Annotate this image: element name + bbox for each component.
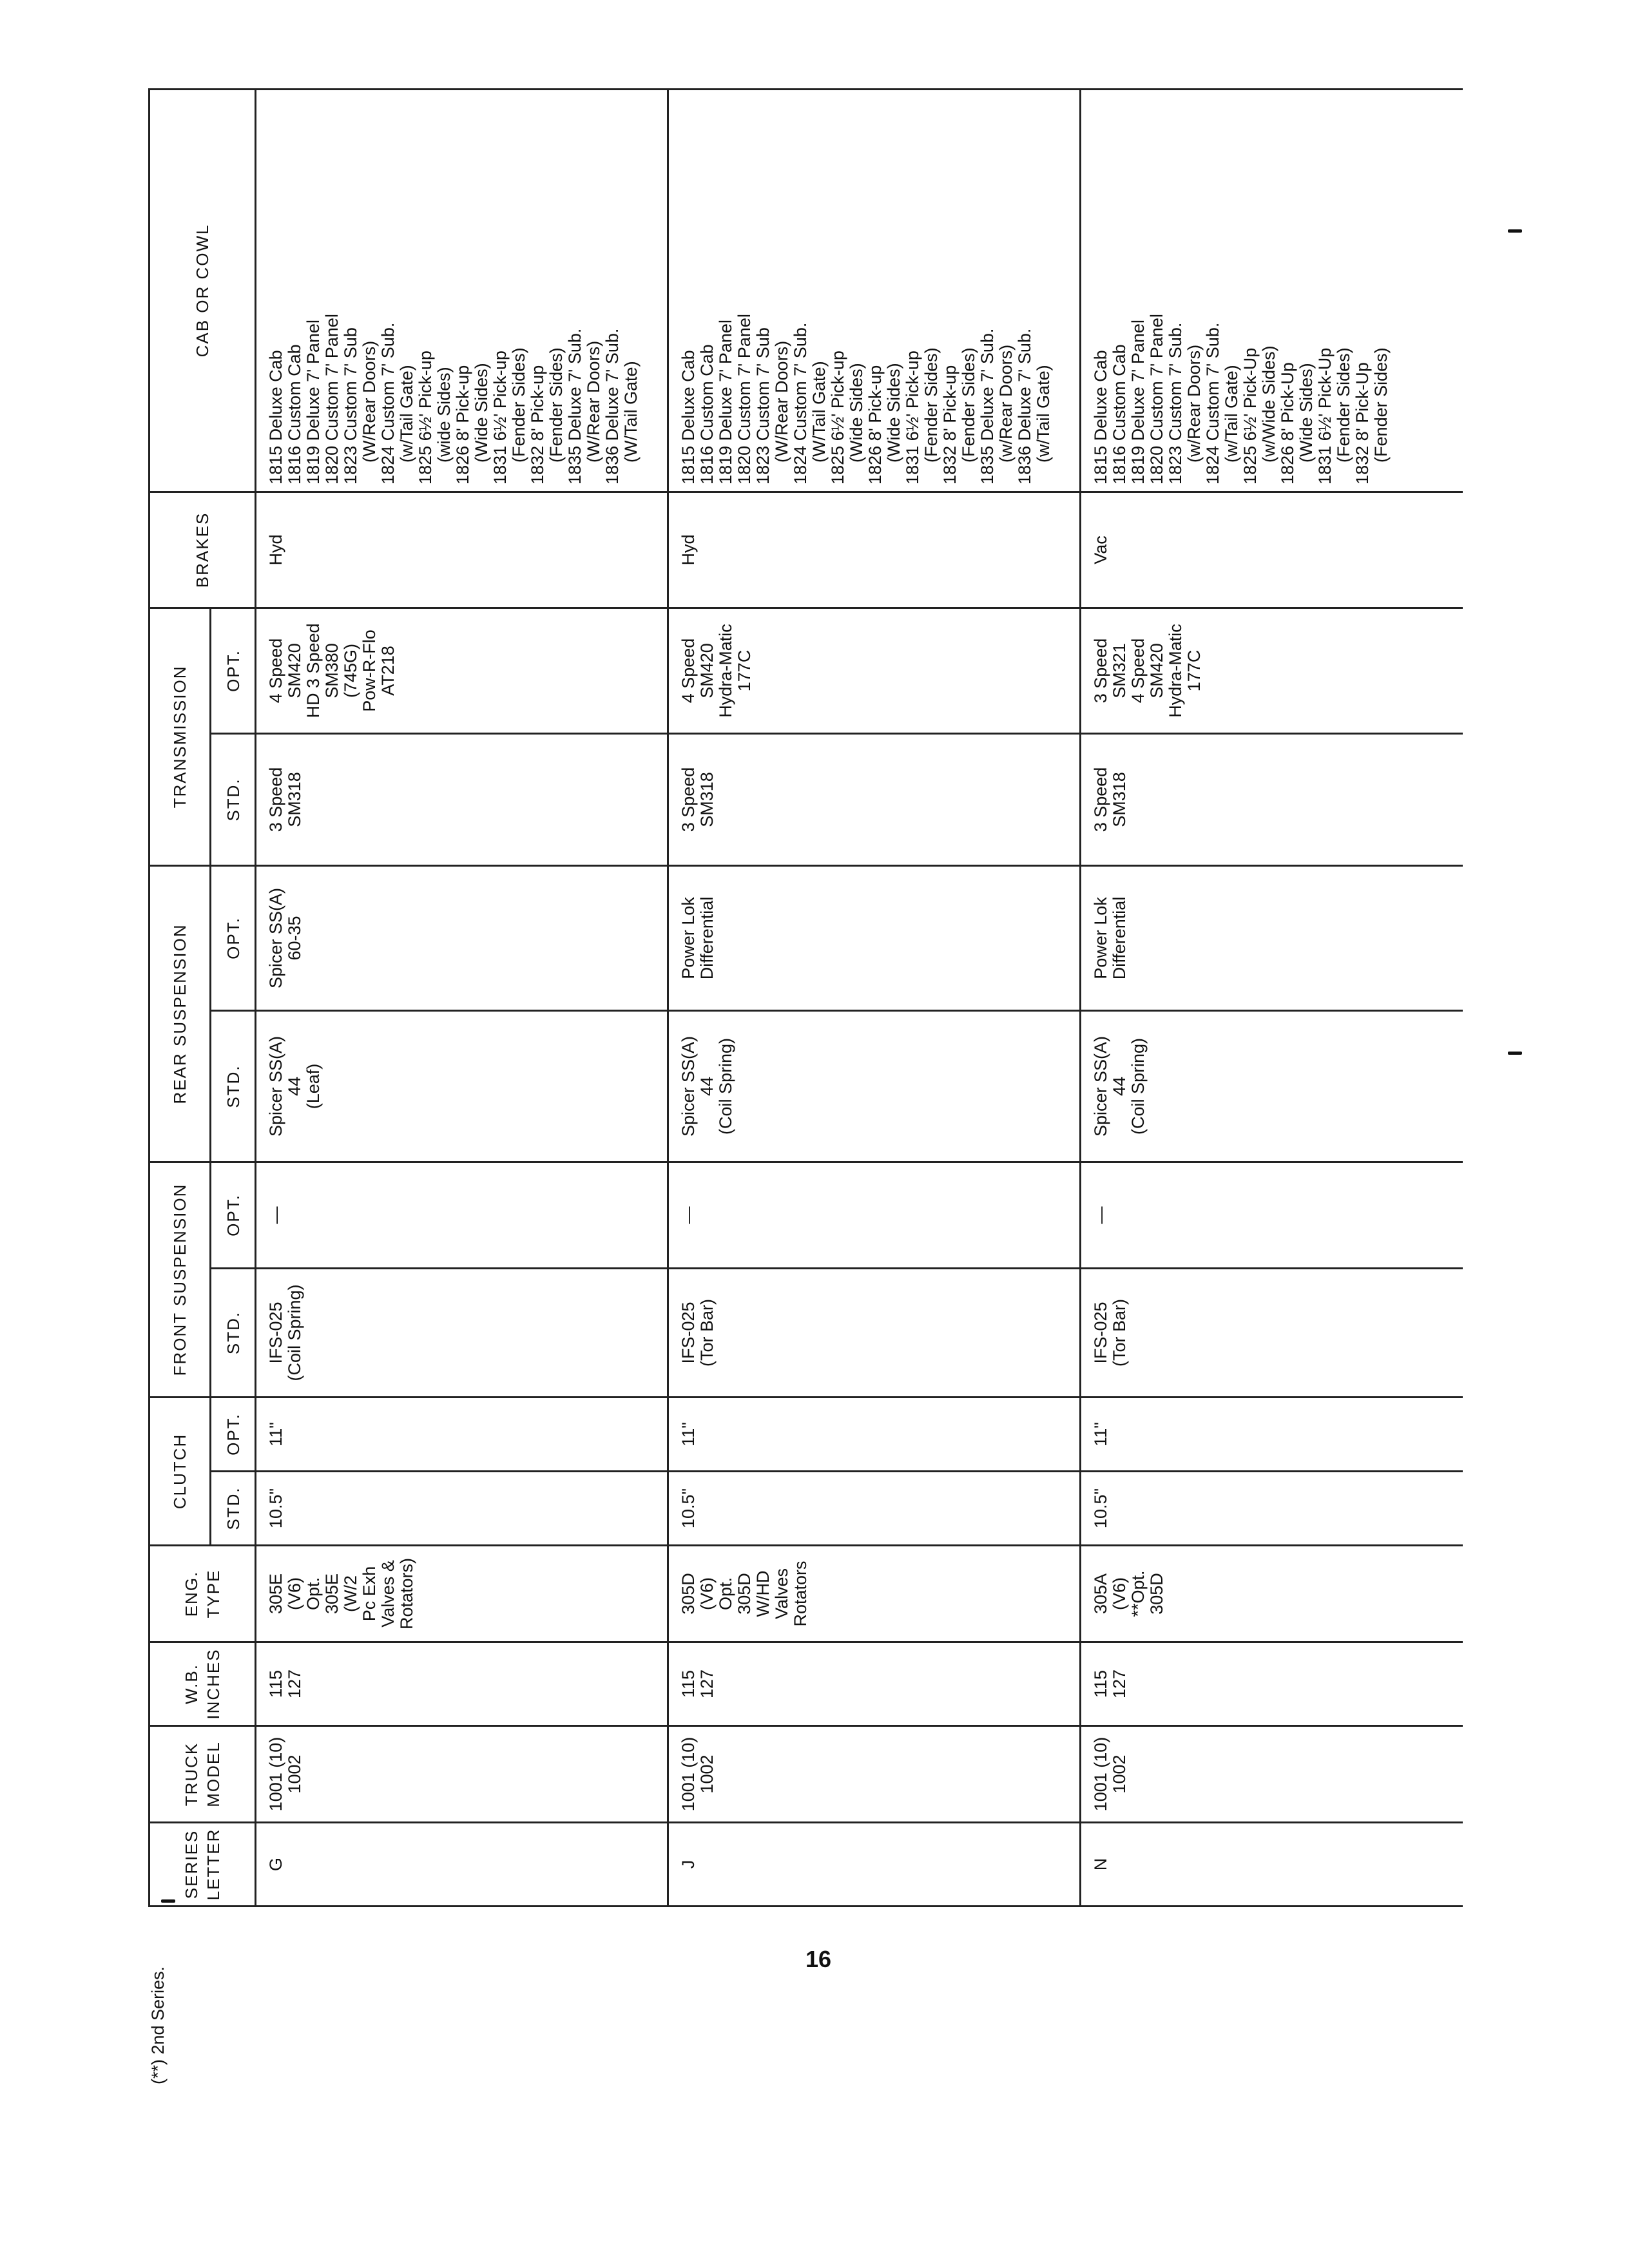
cell-line: (Fender Sides) [921, 347, 941, 463]
cell-line: 4 Speed [679, 638, 698, 704]
front-suspension-std-cell [668, 1268, 1081, 1397]
series-letter-cell [668, 1823, 1081, 1907]
cell-line: (W/Tail Gate) [621, 361, 641, 463]
cell-line: Vac [1091, 535, 1110, 564]
margin-mark-bottom [161, 1899, 175, 1903]
cell-line: 1823 Custom 7' Sub [341, 327, 360, 485]
cell-line: Opt. [716, 1577, 735, 1611]
cell-line: 60-35 [285, 916, 304, 961]
brakes-cell [668, 492, 1081, 608]
cell-line: 1820 Custom 7' Panel [1147, 314, 1166, 485]
cell-line: 1825 6½' Pick-Up [1240, 347, 1260, 485]
cell-line: 1825 6½' Pick-up [416, 351, 435, 485]
truck-model-cell [1081, 1726, 1463, 1823]
cell-line: 115 [266, 1669, 285, 1698]
table-row [1081, 89, 1463, 1906]
cell-line: (W/2 [341, 1575, 360, 1612]
cell-line: 115 [679, 1669, 698, 1698]
cell-line: 44 [285, 1076, 304, 1097]
cell-line: 305E [266, 1573, 285, 1615]
cell-line: 1820 Custom 7' Panel [735, 314, 754, 485]
cell-line: IFS-025 [679, 1302, 698, 1364]
cell-line: 305E [322, 1573, 342, 1615]
cell-line: IFS-025 [1091, 1302, 1110, 1364]
rotated-spec-table-wrapper [148, 90, 1463, 1907]
cell-line: 1824 Custom 7' Sub. [791, 322, 810, 485]
clutch-opt-cell [668, 1397, 1081, 1471]
cell-line: 1826 8' Pick-up [453, 365, 472, 485]
clutch-std-cell [1081, 1472, 1463, 1546]
cell-line: (W/Rear Doors) [584, 340, 603, 463]
margin-mark-top [1508, 229, 1522, 233]
cell-line: (W/Tail Gate) [809, 361, 829, 463]
header-wb-inches: W.B. INCHES [149, 1642, 256, 1726]
cell-line: (Coil Spring) [1128, 1037, 1148, 1135]
cell-line: 4 Speed [1128, 638, 1148, 704]
cell-line: 1815 Deluxe Cab [1091, 350, 1110, 485]
cell-line: (w/Rear Doors) [996, 344, 1016, 463]
header-cab-or-cowl: CAB OR COWL [149, 89, 256, 492]
cell-line: W/HD [753, 1570, 773, 1617]
front-suspension-std-cell [1081, 1268, 1463, 1397]
cell-line: 3 Speed [679, 767, 698, 832]
cell-line: (Coil Spring) [716, 1037, 735, 1135]
header-clutch: CLUTCH [149, 1397, 211, 1545]
cell-line: — [679, 1206, 698, 1224]
rear-suspension-std-cell [668, 1010, 1081, 1162]
cell-line: (Wide Sides) [472, 363, 491, 463]
cell-line: (Fender Sides) [546, 347, 566, 463]
cell-line: 1001 (10) [266, 1736, 285, 1812]
header-trans-opt: OPT. [211, 608, 256, 733]
clutch-opt-cell [1081, 1397, 1463, 1471]
cell-line: 1832 8' Pick-Up [1353, 362, 1372, 485]
cell-line: 1825 6½' Pick-up [828, 351, 847, 485]
cell-line: 1819 Deluxe 7' Panel [304, 320, 323, 485]
page-number: 16 [805, 1946, 832, 1972]
cell-line: Valves & [378, 1560, 398, 1628]
transmission-opt-cell [668, 608, 1081, 733]
rear-suspension-opt-cell [256, 865, 668, 1010]
cell-line: (w/Tail Gate) [397, 365, 416, 463]
cell-line: — [266, 1206, 285, 1224]
cell-line: 1836 Deluxe 7' Sub. [1015, 328, 1034, 485]
cell-line: 1002 [697, 1754, 717, 1794]
cell-line: (Fender Sides) [1334, 347, 1353, 463]
cell-line: N [1091, 1858, 1110, 1871]
rear-suspension-std-cell [1081, 1010, 1463, 1162]
cell-line: IFS-025 [266, 1302, 285, 1364]
cell-line: SM420 [1147, 643, 1166, 698]
cell-line: 44 [697, 1076, 717, 1097]
cell-line: 1831 6½' Pick-up [490, 351, 510, 485]
cell-line: (Tor Bar) [1110, 1298, 1129, 1367]
cell-line: 1826 8' Pick-Up [1278, 362, 1297, 485]
header-transmission: TRANSMISSION [149, 608, 211, 865]
cab-or-cowl-cell [256, 89, 668, 492]
header-rear-std: STD. [211, 1010, 256, 1162]
cell-line: 1831 6½' Pick-up [903, 351, 922, 485]
cell-line: 1001 (10) [1091, 1736, 1110, 1812]
cell-line: 10.5" [1091, 1488, 1110, 1529]
footnote-text: (**) 2nd Series. [148, 1966, 168, 2084]
front-suspension-opt-cell [668, 1162, 1081, 1268]
cell-line: 11" [679, 1422, 698, 1446]
cell-line: SM321 [1110, 643, 1129, 698]
cell-line: 305A [1091, 1573, 1110, 1615]
cell-line: 1831 6½' Pick-Up [1315, 347, 1335, 485]
cell-line: 1824 Custom 7' Sub. [1203, 322, 1222, 485]
cell-line: (Wide Sides) [1296, 363, 1316, 463]
cell-line: Rotators [791, 1561, 810, 1627]
wb-inches-cell [668, 1642, 1081, 1726]
cell-line: 1001 (10) [679, 1736, 698, 1812]
cell-line: Pow-R-Flo [360, 629, 379, 712]
transmission-std-cell [1081, 733, 1463, 865]
cell-line: 1820 Custom 7' Panel [322, 314, 342, 485]
cell-line: 10.5" [266, 1488, 285, 1529]
header-front-opt: OPT. [211, 1162, 256, 1268]
cell-line: SM420 [285, 643, 304, 698]
cell-line: (Fender Sides) [959, 347, 978, 463]
truck-spec-table [148, 88, 1463, 1907]
wb-inches-cell [256, 1642, 668, 1726]
cell-line: 44 [1110, 1076, 1129, 1097]
cell-line: 127 [1110, 1669, 1129, 1699]
cell-line: **Opt. [1128, 1570, 1148, 1617]
cell-line: 1826 8' Pick-up [865, 365, 885, 485]
cell-line: 305D [679, 1573, 698, 1615]
cell-line: 11" [1091, 1422, 1110, 1446]
cell-line: 1832 8' Pick-up [528, 365, 547, 485]
transmission-opt-cell [1081, 608, 1463, 733]
table-row [668, 89, 1081, 1906]
clutch-std-cell [256, 1472, 668, 1546]
cell-line: 1816 Custom Cab [1110, 344, 1129, 485]
cell-line: Hyd [679, 534, 698, 566]
cell-line: (w/Wide Sides) [1259, 345, 1278, 463]
cell-line: Rotators) [397, 1557, 416, 1630]
cell-line: Valves [772, 1568, 791, 1620]
cell-line: 4 Speed [266, 638, 285, 704]
cell-line: SM318 [285, 772, 304, 827]
cell-line: 3 Speed [1091, 638, 1110, 704]
cell-line: 1823 Custom 7' Sub [753, 327, 773, 485]
cell-line: (Wide Sides) [847, 363, 866, 463]
eng-type-cell [668, 1546, 1081, 1642]
cell-line: HD 3 Speed [304, 623, 323, 718]
rear-suspension-std-cell [256, 1010, 668, 1162]
cell-line: Spicer SS(A) [679, 1035, 698, 1137]
eng-type-cell [256, 1546, 668, 1642]
cell-line: 305D [1147, 1573, 1166, 1615]
truck-model-cell [256, 1726, 668, 1823]
truck-model-cell [668, 1726, 1081, 1823]
cell-line: — [1091, 1206, 1110, 1224]
cell-line: 1835 Deluxe 7' Sub. [565, 328, 584, 485]
cell-line: (745G) [341, 643, 360, 698]
cell-line: (w/Rear Doors) [1184, 344, 1204, 463]
cell-line: 1823 Custom 7' Sub. [1166, 322, 1185, 485]
cell-line: (W/Rear Doors) [360, 340, 379, 463]
cell-line: Hyd [266, 534, 285, 566]
cell-line: 127 [697, 1669, 717, 1699]
series-letter-cell [1081, 1823, 1463, 1907]
eng-type-cell [1081, 1546, 1463, 1642]
front-suspension-std-cell [256, 1268, 668, 1397]
cell-line: 115 [1091, 1669, 1110, 1698]
cell-line: (V6) [285, 1577, 304, 1611]
header-rear-suspension: REAR SUSPENSION [149, 865, 211, 1162]
cell-line: Spicer SS(A) [266, 887, 285, 988]
cell-line: (Fender Sides) [1371, 347, 1391, 463]
transmission-std-cell [668, 733, 1081, 865]
cell-line: (V6) [1110, 1577, 1129, 1611]
cell-line: 127 [285, 1669, 304, 1699]
cell-line: (V6) [697, 1577, 717, 1611]
cell-line: 1815 Deluxe Cab [266, 350, 285, 485]
cell-line: 1832 8' Pick-up [940, 365, 959, 485]
rear-suspension-opt-cell [1081, 865, 1463, 1010]
front-suspension-opt-cell [256, 1162, 668, 1268]
cab-or-cowl-cell [1081, 89, 1463, 492]
cell-line: Power Lok [679, 897, 698, 979]
cell-line: SM380 [322, 643, 342, 698]
cell-line: (Tor Bar) [697, 1298, 717, 1367]
cell-line: (wide Sides) [434, 367, 454, 463]
front-suspension-opt-cell [1081, 1162, 1463, 1268]
header-rear-opt: OPT. [211, 865, 256, 1010]
cell-line: (Wide Sides) [884, 363, 903, 463]
header-clutch-opt: OPT. [211, 1397, 256, 1471]
transmission-opt-cell [256, 608, 668, 733]
header-clutch-std: STD. [211, 1472, 256, 1546]
rear-suspension-opt-cell [668, 865, 1081, 1010]
margin-mark-middle [1508, 1052, 1522, 1055]
cell-line: 10.5" [679, 1488, 698, 1529]
cell-line: 1819 Deluxe 7' Panel [716, 320, 735, 485]
cell-line: J [679, 1860, 698, 1869]
header-series-letter: SERIES LETTER [149, 1823, 256, 1907]
cell-line: Differential [1110, 896, 1129, 980]
table-row [256, 89, 668, 1906]
footnote [148, 1917, 187, 2084]
header-trans-std: STD. [211, 733, 256, 865]
cell-line: 1816 Custom Cab [285, 344, 304, 485]
cell-line: 1824 Custom 7' Sub. [378, 322, 398, 485]
series-letter-cell [256, 1823, 668, 1907]
header-truck-model: TRUCK MODEL [149, 1726, 256, 1823]
cell-line: Differential [697, 896, 717, 980]
cell-line: 1002 [285, 1754, 304, 1794]
cell-line: Pc Exh [360, 1566, 379, 1622]
cell-line: Hydra-Matic [716, 624, 735, 718]
header-front-std: STD. [211, 1268, 256, 1397]
cell-line: 3 Speed [266, 767, 285, 832]
table-body [256, 89, 1463, 1906]
cell-line: 3 Speed [1091, 767, 1110, 832]
cell-line: SM420 [697, 643, 717, 698]
cell-line: Hydra-Matic [1166, 624, 1185, 718]
brakes-cell [1081, 492, 1463, 608]
cell-line: 1836 Deluxe 7' Sub. [602, 328, 622, 485]
cell-line: SM318 [697, 772, 717, 827]
wb-inches-cell [1081, 1642, 1463, 1726]
brakes-cell [256, 492, 668, 608]
header-brakes: BRAKES [149, 492, 256, 608]
cell-line: (W/Rear Doors) [772, 340, 791, 463]
cab-or-cowl-cell [668, 89, 1081, 492]
cell-line: 1002 [1110, 1754, 1129, 1794]
cell-line: 1816 Custom Cab [697, 344, 717, 485]
cell-line: AT218 [378, 646, 398, 696]
cell-line: (Coil Spring) [285, 1284, 304, 1381]
transmission-std-cell [256, 733, 668, 865]
cell-line: 1819 Deluxe 7' Panel [1128, 320, 1148, 485]
cell-line: (Fender Sides) [509, 347, 528, 463]
cell-line: Spicer SS(A) [266, 1035, 285, 1137]
clutch-opt-cell [256, 1397, 668, 1471]
cell-line: (w/Tail Gate) [1034, 365, 1053, 463]
cell-line: Power Lok [1091, 897, 1110, 979]
cell-line: 1835 Deluxe 7' Sub. [978, 328, 997, 485]
cell-line: 1815 Deluxe Cab [679, 350, 698, 485]
cell-line: 177C [735, 649, 754, 692]
cell-line: 177C [1184, 649, 1204, 692]
cell-line: Opt. [304, 1577, 323, 1611]
header-front-suspension: FRONT SUSPENSION [149, 1162, 211, 1397]
cell-line: G [266, 1858, 285, 1872]
cell-line: (w/Tail Gate) [1222, 365, 1241, 463]
cell-line: SM318 [1110, 772, 1129, 827]
cell-line: Spicer SS(A) [1091, 1035, 1110, 1137]
cell-line: 11" [266, 1422, 285, 1446]
clutch-std-cell [668, 1472, 1081, 1546]
header-eng-type: ENG. TYPE [149, 1546, 256, 1642]
cell-line: 305D [735, 1573, 754, 1615]
cell-line: (Leaf) [304, 1063, 323, 1110]
